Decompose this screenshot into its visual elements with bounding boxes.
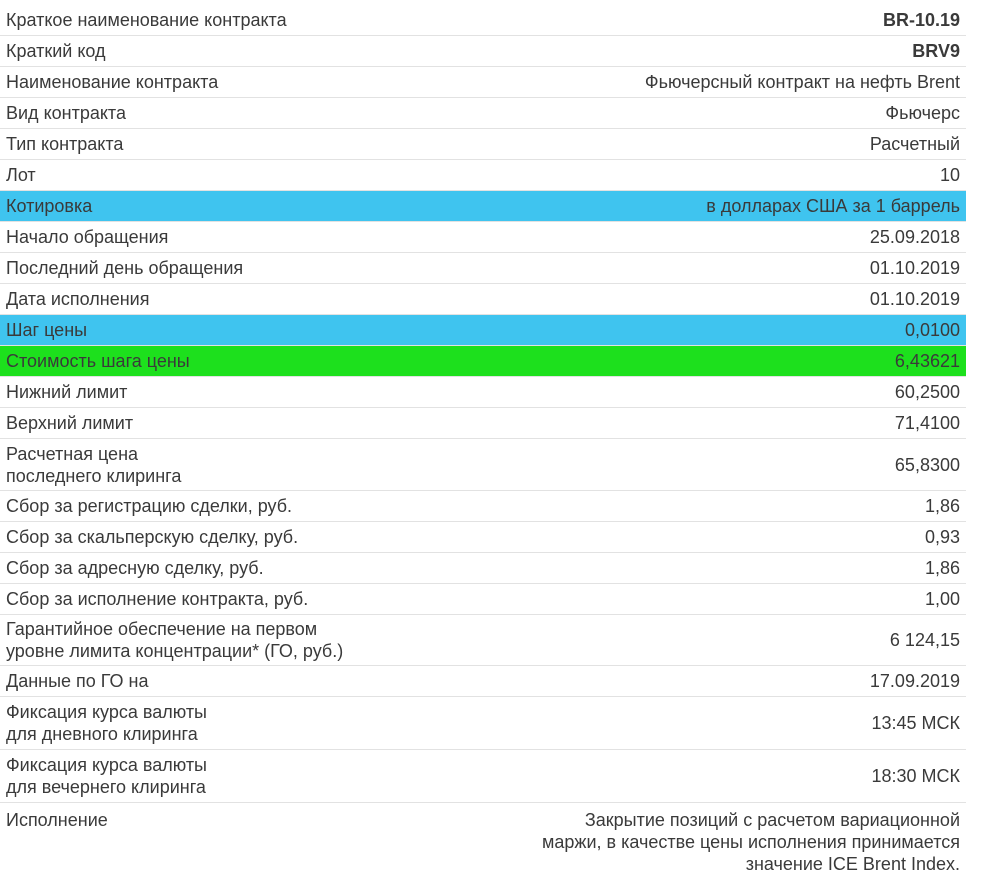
row-value-line: маржи, в качестве цены исполнения принимается [542, 832, 960, 852]
contract-spec-table [0, 5, 966, 876]
row-label: Вид контракта [6, 103, 126, 123]
row-label: Исполнение [6, 810, 108, 830]
row-label: Дата исполнения [6, 289, 150, 309]
row-label-line: Фиксация курса валюты [6, 755, 207, 775]
row-value: 17.09.2019 [869, 671, 960, 691]
row-value: 6 124,15 [889, 630, 960, 650]
row-label: Стоимость шага цены [6, 351, 190, 371]
row-label [6, 754, 366, 798]
row-fx-fixing-day [0, 697, 966, 750]
row-value-line: значение ICE Brent Index. [745, 854, 960, 874]
row-lot [0, 160, 966, 191]
row-value: 0,0100 [904, 320, 960, 340]
row-contract-type [0, 129, 966, 160]
row-value: 25.09.2018 [869, 227, 960, 247]
row-value: Фьючерс [885, 103, 960, 123]
row-label: Сбор за регистрацию сделки, руб. [6, 496, 293, 516]
row-upper-limit [0, 408, 966, 439]
row-label: Наименование контракта [6, 72, 219, 92]
row-value: 01.10.2019 [869, 258, 960, 278]
row-address-fee [0, 553, 966, 584]
row-label: Краткий код [6, 41, 106, 61]
row-value: BR-10.19 [882, 10, 960, 30]
row-label: Сбор за скальперскую сделку, руб. [6, 527, 299, 547]
row-label [6, 443, 366, 487]
row-execution [0, 803, 966, 876]
row-value: 60,2500 [894, 382, 960, 402]
row-short-name [0, 5, 966, 36]
row-label-line: Фиксация курса валюты [6, 702, 207, 722]
row-value: 71,4100 [894, 413, 960, 433]
row-last-trading-day [0, 253, 966, 284]
row-initial-margin [0, 615, 966, 666]
row-label: Шаг цены [6, 320, 88, 340]
row-label-line: последнего клиринга [6, 465, 182, 486]
row-label: Нижний лимит [6, 382, 128, 402]
row-label: Данные по ГО на [6, 671, 149, 691]
row-value-line: Закрытие позиций с расчетом вариационной [584, 810, 960, 830]
row-label: Котировка [6, 196, 93, 216]
row-label: Начало обращения [6, 227, 169, 247]
row-trading-start [0, 222, 966, 253]
row-value: 1,00 [924, 589, 960, 609]
row-execution-date [0, 284, 966, 315]
row-label-line: для вечернего клиринга [6, 777, 206, 797]
row-scalper-fee [0, 522, 966, 553]
row-value: BRV9 [912, 41, 960, 61]
row-label: Сбор за адресную сделку, руб. [6, 558, 264, 578]
row-value: в долларах США за 1 баррель [706, 196, 960, 216]
row-contract-name [0, 67, 966, 98]
row-label: Краткое наименование контракта [6, 10, 287, 30]
row-label: Тип контракта [6, 134, 124, 154]
row-contract-kind [0, 98, 966, 129]
row-value: 13:45 МСК [871, 713, 960, 733]
row-label [6, 618, 366, 662]
row-value: 01.10.2019 [869, 289, 960, 309]
row-label-line: Расчетная цена [6, 443, 139, 464]
row-label-line: Гарантийное обеспечение на первом [6, 619, 318, 639]
row-label-line: уровне лимита концентрации* (ГО, руб.) [6, 641, 344, 661]
row-label: Последний день обращения [6, 258, 244, 278]
row-value: Расчетный [869, 134, 960, 154]
row-quotation [0, 191, 966, 222]
row-label [6, 701, 366, 745]
row-settlement-price [0, 439, 966, 491]
row-execution-fee [0, 584, 966, 615]
row-value: 65,8300 [894, 454, 960, 475]
row-value: 10 [939, 165, 960, 185]
row-price-step-cost [0, 346, 966, 377]
row-fx-fixing-evening [0, 750, 966, 803]
row-lower-limit [0, 377, 966, 408]
row-value: Фьючерсный контракт на нефть Brent [644, 72, 960, 92]
row-registration-fee [0, 491, 966, 522]
row-value: 0,93 [924, 527, 960, 547]
row-short-code [0, 36, 966, 67]
row-label: Лот [6, 165, 36, 185]
row-value [500, 809, 960, 875]
row-label-line: для дневного клиринга [6, 724, 198, 744]
row-value: 6,43621 [894, 351, 960, 371]
row-label: Верхний лимит [6, 413, 134, 433]
row-margin-date [0, 666, 966, 697]
row-value: 1,86 [924, 496, 960, 516]
row-price-step [0, 315, 966, 346]
row-label: Сбор за исполнение контракта, руб. [6, 589, 309, 609]
row-value: 18:30 МСК [871, 766, 960, 786]
row-value: 1,86 [924, 558, 960, 578]
